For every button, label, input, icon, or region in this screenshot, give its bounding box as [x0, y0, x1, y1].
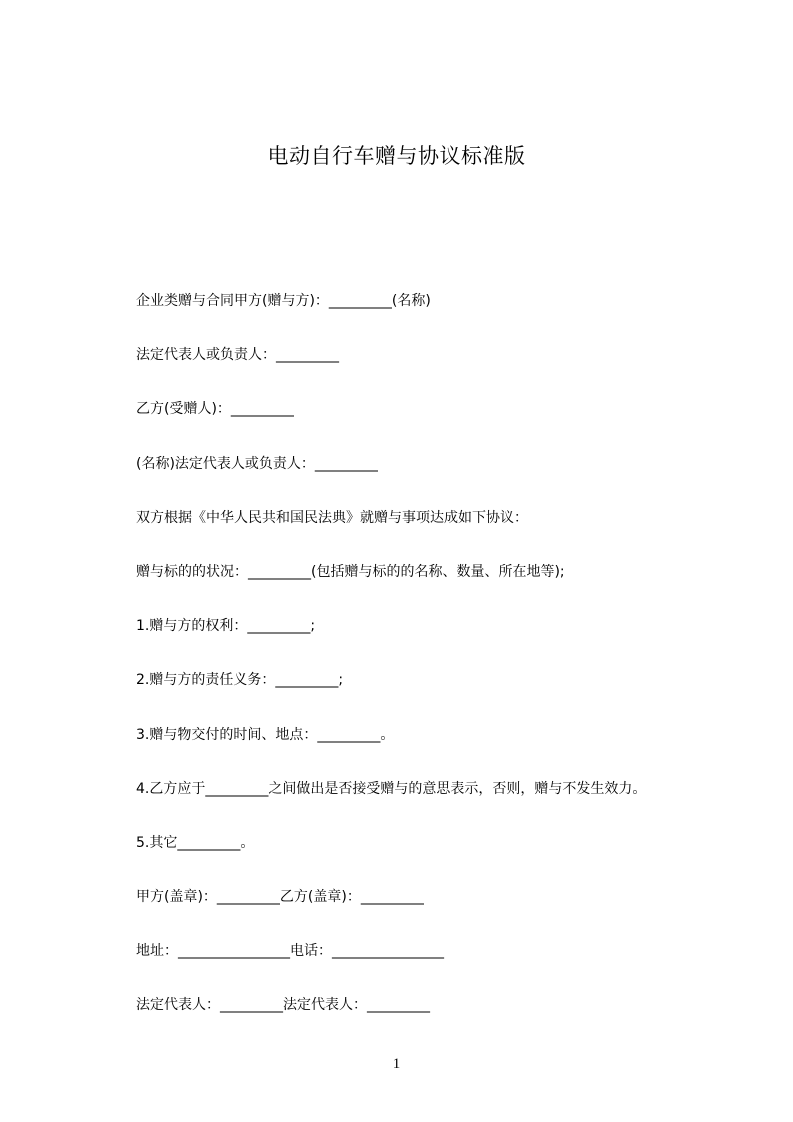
line-address-phone: 地址：________________电话：________________ — [136, 943, 444, 960]
line-legal-representatives: 法定代表人：_________法定代表人：_________ — [136, 997, 430, 1014]
line-clause-2: 2.赠与方的责任义务：_________; — [136, 672, 344, 689]
line-donor-representative: 法定代表人或负责人：_________ — [136, 347, 339, 364]
line-agreement-basis: 双方根据《中华人民共和国民法典》就赠与事项达成如下协议： — [136, 509, 528, 526]
line-clause-4: 4.乙方应于_________之间做出是否接受赠与的意思表示，否则，赠与不发生效力。 — [136, 780, 647, 797]
line-donor-company: 企业类赠与合同甲方(赠与方)：_________(名称) — [136, 293, 431, 309]
line-gift-status: 赠与标的的状况：_________(包括赠与标的的名称、数量、所在地等); — [136, 563, 565, 580]
line-donee: 乙方(受赠人)：_________ — [136, 401, 294, 418]
document-body — [136, 290, 736, 1049]
document-title: 电动自行车赠与协议标准版 — [267, 144, 526, 168]
line-clause-5: 5.其它_________。 — [136, 834, 255, 851]
line-donee-representative: (名称)法定代表人或负责人：_________ — [136, 455, 378, 472]
line-seals: 甲方(盖章)：_________乙方(盖章)：_________ — [136, 889, 424, 906]
line-clause-3: 3.赠与物交付的时间、地点：_________。 — [136, 726, 395, 743]
page-number: 1 — [392, 1056, 401, 1072]
line-clause-1: 1.赠与方的权利：_________; — [136, 618, 316, 635]
